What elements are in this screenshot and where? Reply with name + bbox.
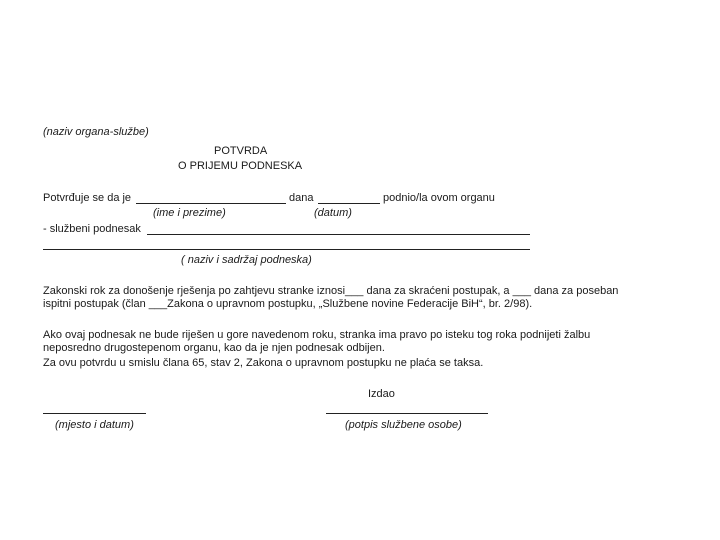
name-blank-line: [136, 203, 286, 204]
place-date-caption: (mjesto i datum): [55, 419, 134, 431]
document-title: POTVRDA: [214, 145, 268, 157]
document-subtitle: O PRIJEMU PODNESKA: [178, 160, 303, 172]
signature-blank-line: [326, 413, 488, 414]
organ-name-placeholder: (naziv organa-službe): [43, 126, 149, 138]
place-date-blank-line: [43, 413, 146, 414]
tax-note: Za ovu potvrdu u smislu člana 65, stav 2, Zakona o upravnom postupku ne plaća se taksa.: [43, 357, 484, 369]
confirmation-prefix: Potvrđuje se da je: [43, 192, 132, 204]
name-caption: (ime i prezime): [153, 207, 226, 219]
issued-by-label: Izdao: [368, 388, 395, 400]
date-caption: (datum): [314, 207, 352, 219]
submission-blank-line-2: [43, 249, 530, 250]
official-signature-caption: (potpis službene osobe): [345, 419, 462, 431]
dana-label: dana: [289, 192, 314, 204]
deadline-paragraph-line2: ispitni postupak (član ___Zakona o upravnom postupku, „Službene novine Federacije BiH“, br. 2/98).: [43, 298, 533, 310]
date-blank-line: [318, 203, 380, 204]
confirmation-suffix: podnio/la ovom organu: [383, 192, 495, 204]
submission-blank-line: [147, 234, 530, 235]
appeal-paragraph-line1: Ako ovaj podnesak ne bude riješen u gore navedenom roku, stranka ima pravo po isteku tog roka podnijeti žalbu: [43, 329, 591, 341]
submission-caption: ( naziv i sadržaj podneska): [181, 254, 312, 266]
official-submission-label: - službeni podnesak: [43, 223, 141, 235]
appeal-paragraph-line2: neposredno drugostepenom organu, kao da je njen podnesak odbijen.: [43, 342, 385, 354]
deadline-paragraph-line1: Zakonski rok za donošenje rješenja po zahtjevu stranke iznosi___ dana za skraćeni postupak, a ___ dana za poseban: [43, 285, 619, 297]
